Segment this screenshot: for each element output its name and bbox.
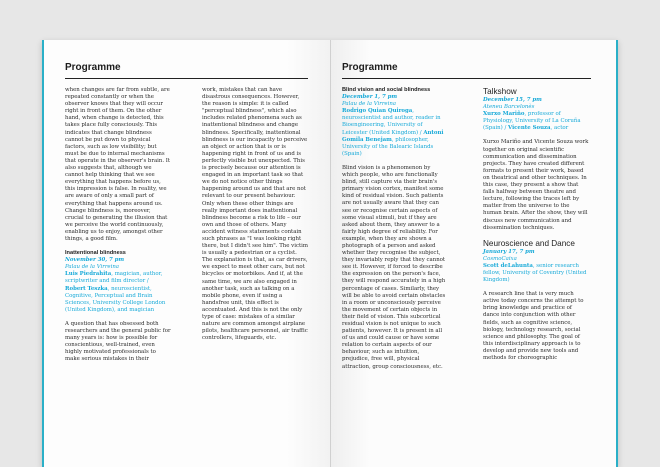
event-date: January 17, 7 pm [483,248,535,255]
speaker-name: Scott deLahunta [483,262,533,269]
speaker-role: , neuroscientist and author, reader in Bioengineering, University of Leicester (United Kingdom) / [342,108,441,136]
speaker-name: Rodrigo Quian Quiroga [342,108,413,115]
section-title-talkshow: Talkshow [483,87,517,96]
section-title-blind-vision: Blind vision and social blindness [342,87,431,93]
body-text: Xurxo Mariño and Vicente Souza work together on original scientific communication and dissemination projects. They have created different formats to present their work, based on theatrical and other techniques. In this case, they present a show that falls halfway between theatre and lecture, following the traces left by matter from the universe to the human brain. After the show, they will discuss new communication and dissemination techniques. [483,139,589,231]
body-text: work, mistakes that can have disastrous consequences. However, the reason is simple: it is called "perceptual blindness", which also includes related phenomena such as inattentional blindness and change blindness. Specifically, inattentional blindness is our incapacity to perceive an object or action that is or is happening right in front of us and is perfectly visible but unexpected. This is precisely because our attention is engaged in an important task so that we do not notice other things happening around us and that are not relevant to our present behaviour. Only when these other things are really important does inattentional blindness become a risk to life – our own and those of others. Many accident witness statements contain such phrases as "I was looking right there, but I didn't see him". The victim is usually a pedestrian or a cyclist. The explanation is that, as car drivers, we expect to meet other cars, but not bicycles or motorbikes. And if, at the same time, we are also engaged in another task, such as talking on a mobile phone, even if using a handsfree unit, this effect is accentuated. And this is not the only type of case: mistakes of a similar nature are common amongst airplane pilots, healthcare personnel, air traffic controllers, lifeguards, etc. [202,87,308,342]
spine-fold [330,40,331,467]
heading-rule-left [65,78,308,79]
left-page [44,40,330,467]
right-column-1 [342,87,448,371]
speaker-role: , actor [550,125,569,132]
right-column-2 [483,87,589,362]
event-venue: Palau de la Virreina [65,264,120,271]
speaker-name: Vicente Souza [508,125,551,132]
section-title-dance: Neuroscience and Dance [483,238,575,248]
speaker-list [342,108,448,158]
event-venue: Ateneu Barcelonès [483,104,535,111]
event-date: December 15, 7 pm [483,97,542,103]
section-title-inattentional: Inattentional blindness [65,250,126,257]
right-page [330,40,616,467]
speaker-role: , philosopher, University of the Balearic Islands (Spain) [342,136,434,157]
body-text: Blind vision is a phenomenon by which people, who are functionally blind, still capture via their brain's primary vision cortex, manifest some kind of residual vision. Such patients are not usually aware that they can see or recognise certain aspects of some visual stimuli, but if they are asked about them, they answer to a fairly high degree of reliability. For example, when they are shown a photograph of a person and asked whether they recognise the subject, they invariably reply that they cannot see it. However, if forced to describe the expression on the person's face, they will respond accurately in a high percentage of cases. Similarly, they will be able to avoid certain obstacles in a room or unconsciously perceive the movement of certain objects in their field of vision. This subcortical residual vision is not unique to such patients, however. It is present in all of us and could cause or have some relation to certain aspects of our behaviour, such as intuition, prejudice, free will, physical attraction, group consciousness, etc. [342,164,446,370]
body-text: A research line that is very much active today concerns the attempt to bring knowledge and practice of dance into conjunction with other fields, such as cognitive science, biology, technology research, social science and philosophy. The goal of this interdisciplinary approach is to develop and provide new tools and methods for choreographic [483,291,584,361]
event-venue: Palau de la Virreina [342,101,397,108]
event-date: December 1, 7 pm [342,94,398,101]
speaker-name: Luis Piedrahita [65,271,112,278]
event-venue: CosmoCaixa [483,255,517,262]
page-heading-left: Programme [65,62,121,73]
heading-rule-right [342,78,591,79]
booklet [42,40,618,467]
speaker-list [483,111,589,132]
speaker-role: , senior research fellow, University of Coventry (United Kingdom) [483,262,587,284]
speaker-list [483,263,589,284]
page-heading-right: Programme [342,62,398,73]
speaker-name: Antoni Gomila Benejam [342,129,444,143]
speaker-role: , professor of Physiology, University of La Coruña (Spain) / [483,111,581,132]
left-column-2 [202,87,308,342]
event-date: November 30, 7 pm [65,257,125,264]
speaker-name: Xurxo Mariño [483,111,525,118]
body-text: A question that has obsessed both researchers and the general public for many years is: how is possible for conscientious, well-trained, even highly motivated professionals to make serious mistakes in their [65,320,171,363]
speaker-role: , magician, author, scriptwriter and film director / [65,271,163,285]
speaker-name: Robert Teszka [65,285,108,292]
body-text: when changes are far from subtle, are repeated constantly or when the observer knows that they will occur right in front of them. On the other hand, when change is detected, this takes place fully consciously. This indicates that change blindness cannot be put down to physical factors, such as low visibility; but must be due to internal mechanisms that operate in the observer's brain. It also suggests that, although we cannot help thinking that we see everything that happens before us, this impression is false. In reality, we are aware of only a small part of everything that happens around us. Change blindness is, moreover, crucial to generating the illusion that we perceive the world continuously, enabling us to enjoy, amongst other things, a good film. [65,87,171,242]
speaker-list [65,271,171,314]
left-column-1 [65,87,171,363]
speaker-role: , neuroscientist, Cognitive, Perceptual and Brain Sciences, University College London (United Kingdom), and magician [65,285,166,313]
